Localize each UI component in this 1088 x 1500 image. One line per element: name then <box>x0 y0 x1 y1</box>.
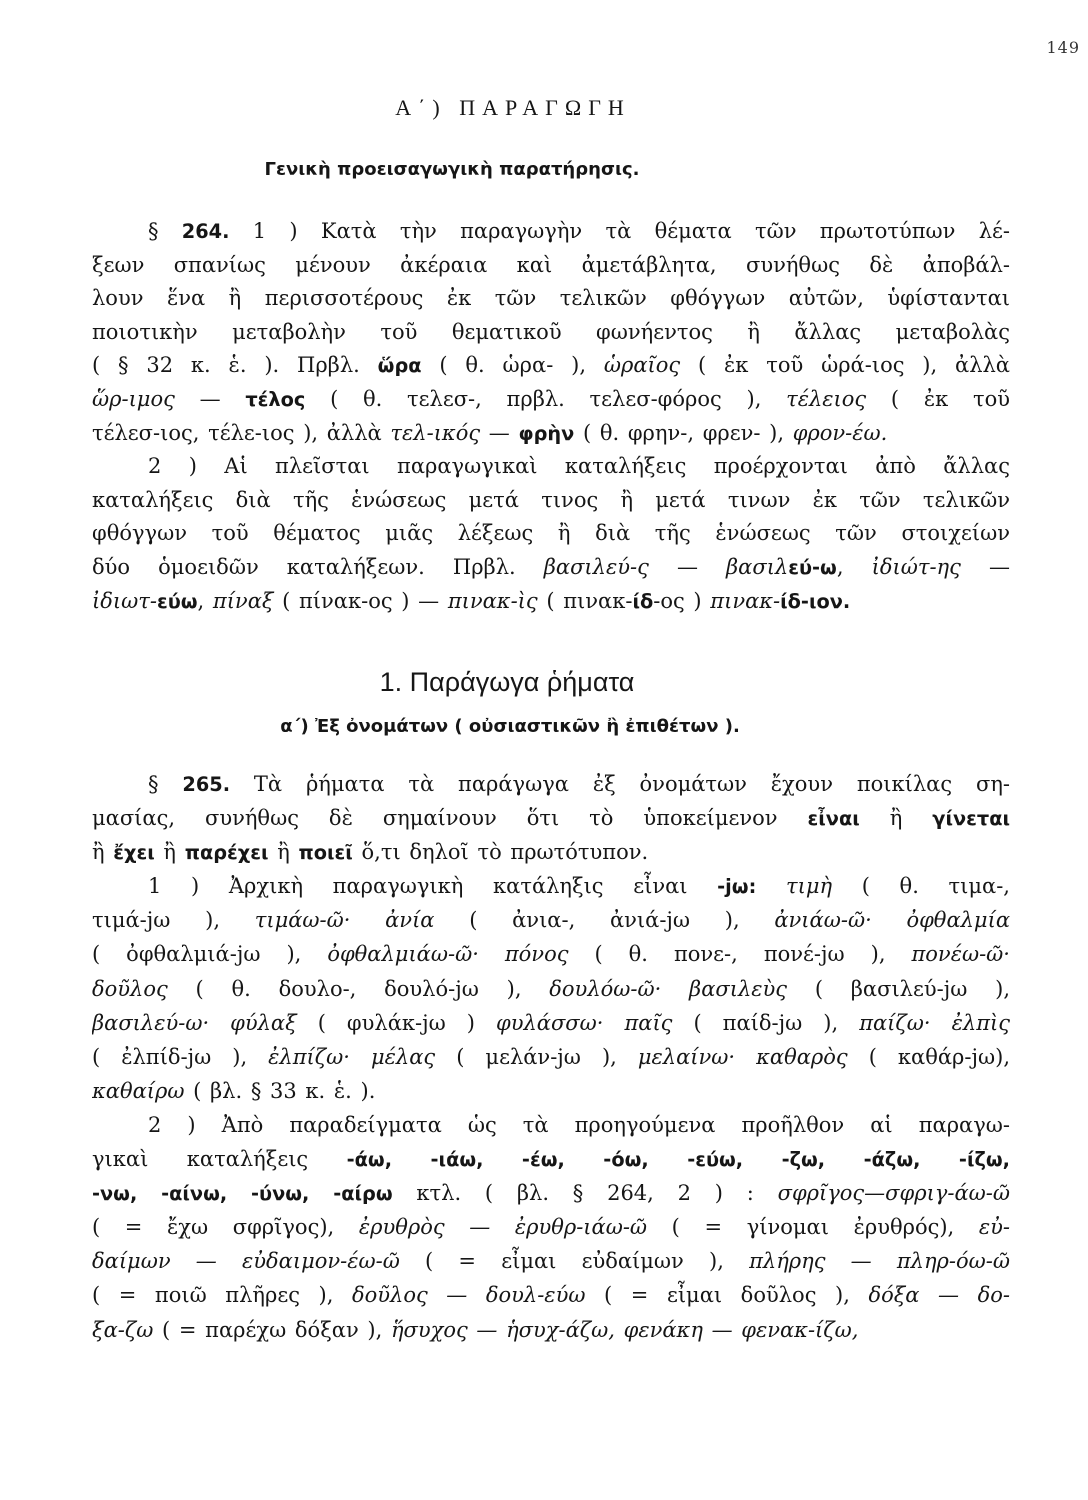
text-run: ( = ἔχω σφρῖγος), <box>92 1215 359 1240</box>
text-line <box>92 869 1010 903</box>
section-264-body <box>92 215 1010 618</box>
text-run: § <box>148 772 183 796</box>
italic-term: πονέω-ῶ· <box>911 942 1010 967</box>
italic-term: φυλάσσω· παῖς <box>496 1010 673 1035</box>
text-line <box>92 517 1010 551</box>
text-run: ( ἐλπίδ-jω ), <box>92 1044 269 1069</box>
italic-term: τέλειος <box>786 386 867 411</box>
text-run: ξεων σπανίως μένουν ἀκέραια καὶ ἀμετάβλητα, συνήθως δὲ ἀποβάλ- <box>92 252 1010 277</box>
page-number: 149 <box>1046 38 1080 57</box>
text-run: ( ἀνια-, ἀνιά-jω ), <box>434 908 775 933</box>
text-run: ( παίδ-jω ), <box>672 1010 860 1035</box>
text-run: ( θ. τιμα-, <box>832 874 1010 899</box>
bold-term: γίνεται <box>932 807 1010 831</box>
italic-term: μελαίνω· καθαρὸς <box>637 1044 848 1069</box>
text-line <box>92 937 1010 971</box>
heading-derived-verbs: 1. Παράγωγα ῥήματα <box>379 667 635 697</box>
text-run: ( = παρέχω δόξαν ), <box>153 1317 391 1342</box>
italic-term: δόξα — δο- <box>868 1283 1010 1308</box>
italic-term: τελ-ικός <box>390 420 481 445</box>
text-line <box>92 585 1010 619</box>
text-run: ( θ. πονε-, πονέ-jω ), <box>568 942 912 967</box>
italic-term: βασιλ <box>726 554 789 579</box>
italic-term: πινακ- <box>710 588 781 613</box>
text-run: ( θ. φρην-, φρεν- ), <box>574 420 793 445</box>
text-run: ( = εἶμαι δοῦλος ), <box>585 1283 869 1308</box>
italic-term: τιμάω-ῶ· ἀνία <box>254 908 435 933</box>
bold-term: 264. <box>181 220 230 243</box>
bold-term: 265. <box>182 773 231 796</box>
text-run: τιμά-jω ), <box>92 908 255 933</box>
text-run: γικαὶ καταλήξεις <box>92 1147 347 1172</box>
text-run: ( καθάρ-jω), <box>847 1044 1010 1069</box>
bold-term: -νω, -αίνω, -ύνω, -αίρω <box>92 1182 393 1206</box>
text-line <box>92 1074 1010 1108</box>
text-run: -ος ) <box>653 588 711 613</box>
text-run: ὅ,τι δηλοῖ τὸ πρωτότυπον. <box>352 840 649 865</box>
text-line <box>92 801 1010 835</box>
text-run: φθόγγων τοῦ θέματος μιᾶς λέξεως ἢ διὰ τῆς ἑνώσεως τῶν στοιχείων <box>92 521 1010 546</box>
text-line <box>92 349 1010 383</box>
bold-term: ίδ <box>632 589 654 613</box>
bold-term: ὥρα <box>377 354 422 378</box>
text-run: ( πίνακ-ος ) — <box>273 588 448 613</box>
italic-term: πινακ-ὶς <box>447 588 538 613</box>
text-run: ( § 32 κ. ἑ. ). Πρβλ. <box>92 353 378 378</box>
text-run: ( ὀφθαλμιά-jω ), <box>92 942 328 967</box>
text-line <box>92 282 1010 316</box>
text-run: 2 ) Αἱ πλεῖσται παραγωγικαὶ καταλήξεις προέρχονται ἀπὸ ἄλλας <box>148 454 1010 479</box>
bold-term: τέλος <box>245 387 306 411</box>
text-line <box>92 1108 1010 1142</box>
text-line <box>92 1244 1010 1278</box>
italic-term: ξα-ζω <box>92 1317 154 1342</box>
text-line <box>92 1278 1010 1312</box>
italic-term: εὐ- <box>978 1215 1010 1240</box>
text-line <box>92 903 1010 937</box>
subheading-from-nouns: α΄) Ἐξ ὀνομάτων ( οὐσιαστικῶν ἢ ἐπιθέτων ). <box>280 716 740 737</box>
text-run: κτλ. ( βλ. § 264, 2 ) : <box>392 1181 778 1206</box>
text-run: ( φυλάκ-jω ) <box>296 1010 496 1035</box>
italic-term: πίναξ <box>212 588 274 613</box>
text-run: ( ἐκ τοῦ ὡρά-ιος ), ἀλλὰ <box>680 353 1010 378</box>
italic-term: ἥσυχος — ἡσυχ-άζω, φενάκη — φενακ-ίζω, <box>390 1317 859 1342</box>
text-run: ἢ <box>859 806 933 831</box>
text-run: τέλεσ-ιος, τέλε-ιος ), ἀλλὰ <box>92 420 391 445</box>
bold-term: -jω: <box>717 875 757 899</box>
italic-term: ὡραῖος <box>603 353 681 378</box>
italic-term: βασιλεύ-ς <box>543 554 649 579</box>
text-run: ἢ <box>92 840 114 865</box>
italic-term: δαίμων — εὐδαιμον-έω-ῶ <box>92 1249 400 1274</box>
text-run: 2 ) Ἀπὸ παραδείγματα ὡς τὰ προηγούμενα προῆλθον αἱ παραγω- <box>148 1112 1010 1137</box>
chapter-title: Α΄) ΠΑΡΑΓΩΓΗ <box>395 95 631 120</box>
italic-term: ἀνιάω-ῶ· ὀφθαλμία <box>774 908 1010 933</box>
text-run: ( = εἶμαι εὐδαίμων ), <box>399 1249 750 1274</box>
text-run: ( θ. τελεσ-, πρβλ. τελεσ-φόρος ), <box>305 386 787 411</box>
text-run: ἢ <box>268 840 299 865</box>
italic-term: ὥρ-ιμος <box>92 386 175 411</box>
bold-term: εύω <box>156 589 198 613</box>
text-run: ἢ <box>154 840 185 865</box>
text-run: δύο ὁμοειδῶν καταλήξεων. Πρβλ. <box>92 554 544 579</box>
text-line <box>92 316 1010 350</box>
text-run: ( πινακ- <box>537 588 633 613</box>
text-run: 1 ) Ἀρχικὴ παραγωγικὴ κατάληξις εἶναι <box>148 874 718 899</box>
text-run: 1 ) Κατὰ τὴν παραγωγὴν τὰ θέματα τῶν πρωτοτύπων λέ- <box>229 219 1010 243</box>
italic-term: δοῦλος — δουλ-εύω <box>351 1283 586 1308</box>
bold-term: ποιεῖ <box>298 841 353 865</box>
italic-term: ἰδιώτ-ης <box>871 554 961 579</box>
italic-term: βασιλεύ-ω· φύλαξ <box>92 1010 297 1035</box>
text-line <box>92 484 1010 518</box>
text-line <box>92 417 1010 451</box>
bold-term: ίδ-ιον. <box>780 589 851 613</box>
italic-term: δοῦλος <box>92 976 168 1001</box>
text-run: καταλήξεις διὰ τῆς ἑνώσεως μετά τινος ἢ μετά τινων ἐκ τῶν τελικῶν <box>92 487 1010 512</box>
italic-term: ὀφθαλμιάω-ῶ· πόνος <box>327 942 569 967</box>
text-run: — <box>174 386 246 411</box>
text-line <box>92 249 1010 283</box>
text-run: — <box>960 554 1010 579</box>
text-run: , <box>197 588 213 613</box>
italic-term: πλήρης — πληρ-όω-ῶ <box>749 1249 1010 1274</box>
italic-term: σφρῖγος—σφριγ-άω-ῶ <box>777 1181 1010 1206</box>
bold-term: ἔχει <box>113 841 155 865</box>
text-run: Τὰ ῥήματα τὰ παράγωγα ἐξ ὀνομάτων ἔχουν ποικίλας ση- <box>230 772 1010 796</box>
text-run: ( θ. δουλο-, δουλό-jω ), <box>167 976 550 1001</box>
text-run: § <box>148 219 182 243</box>
italic-term: ἐρυθρὸς — ἐρυθρ-ιάω-ῶ <box>358 1215 648 1240</box>
text-line <box>92 1142 1010 1176</box>
bold-term: -άω, -ιάω, -έω, -όω, -εύω, -ζω, -άζω, -ίζω, <box>346 1148 1010 1172</box>
text-line <box>92 551 1010 585</box>
text-line <box>92 383 1010 417</box>
text-line <box>92 1313 1010 1347</box>
text-run: , <box>836 554 872 579</box>
text-run: ( θ. ὡρα- ), <box>421 353 604 378</box>
text-run: ( = γίνομαι ἐρυθρός), <box>647 1215 979 1240</box>
text-line <box>92 767 1010 801</box>
text-line <box>92 1040 1010 1074</box>
text-line <box>92 1006 1010 1040</box>
bold-term: εἶναι <box>807 807 860 831</box>
italic-term: ἐλπίζω· μέλας <box>268 1044 436 1069</box>
text-line <box>92 215 1010 249</box>
text-line <box>92 972 1010 1006</box>
italic-term: καθαίρω <box>92 1078 185 1103</box>
text-run: ποιοτικὴν μεταβολὴν τοῦ θεματικοῦ φωνήεντος ἢ ἄλλας μεταβολὰς <box>92 319 1010 344</box>
text-run: ( βλ. § 33 κ. ἑ. ). <box>184 1078 376 1103</box>
italic-term: φρον-έω. <box>792 420 888 445</box>
italic-term: ἰδιωτ- <box>92 588 157 613</box>
italic-term: δουλόω-ῶ· βασιλεὺς <box>549 976 788 1001</box>
text-line <box>92 835 1010 869</box>
section-265-body <box>92 767 1010 1347</box>
bold-term: εύ-ω <box>788 555 837 579</box>
text-run: — <box>480 420 519 445</box>
text-run: λουν ἕνα ἢ περισσοτέρους ἐκ τῶν τελικῶν φθόγγων αὐτῶν, ὑφίστανται <box>92 286 1010 311</box>
italic-term: παίζω· ἐλπὶς <box>859 1010 1010 1035</box>
text-run: ( ἐκ τοῦ <box>866 386 1010 411</box>
text-line <box>92 1176 1010 1210</box>
section-note-heading: Γενικὴ προεισαγωγικὴ παρατήρησις. <box>264 159 640 180</box>
text-line <box>92 1210 1010 1244</box>
text-run: ( = ποιῶ πλῆρες ), <box>92 1283 352 1308</box>
bold-term: φρὴν <box>518 421 575 445</box>
text-line <box>92 450 1010 484</box>
text-run: ( μελάν-jω ), <box>435 1044 638 1069</box>
text-run: μασίας, συνήθως δὲ σημαίνουν ὅτι τὸ ὑποκείμενον <box>92 806 808 831</box>
bold-term: παρέχει <box>184 841 269 865</box>
italic-term: τιμὴ <box>756 874 833 899</box>
text-run: ( βασιλεύ-jω ), <box>787 976 1010 1001</box>
text-run: — <box>648 554 727 579</box>
